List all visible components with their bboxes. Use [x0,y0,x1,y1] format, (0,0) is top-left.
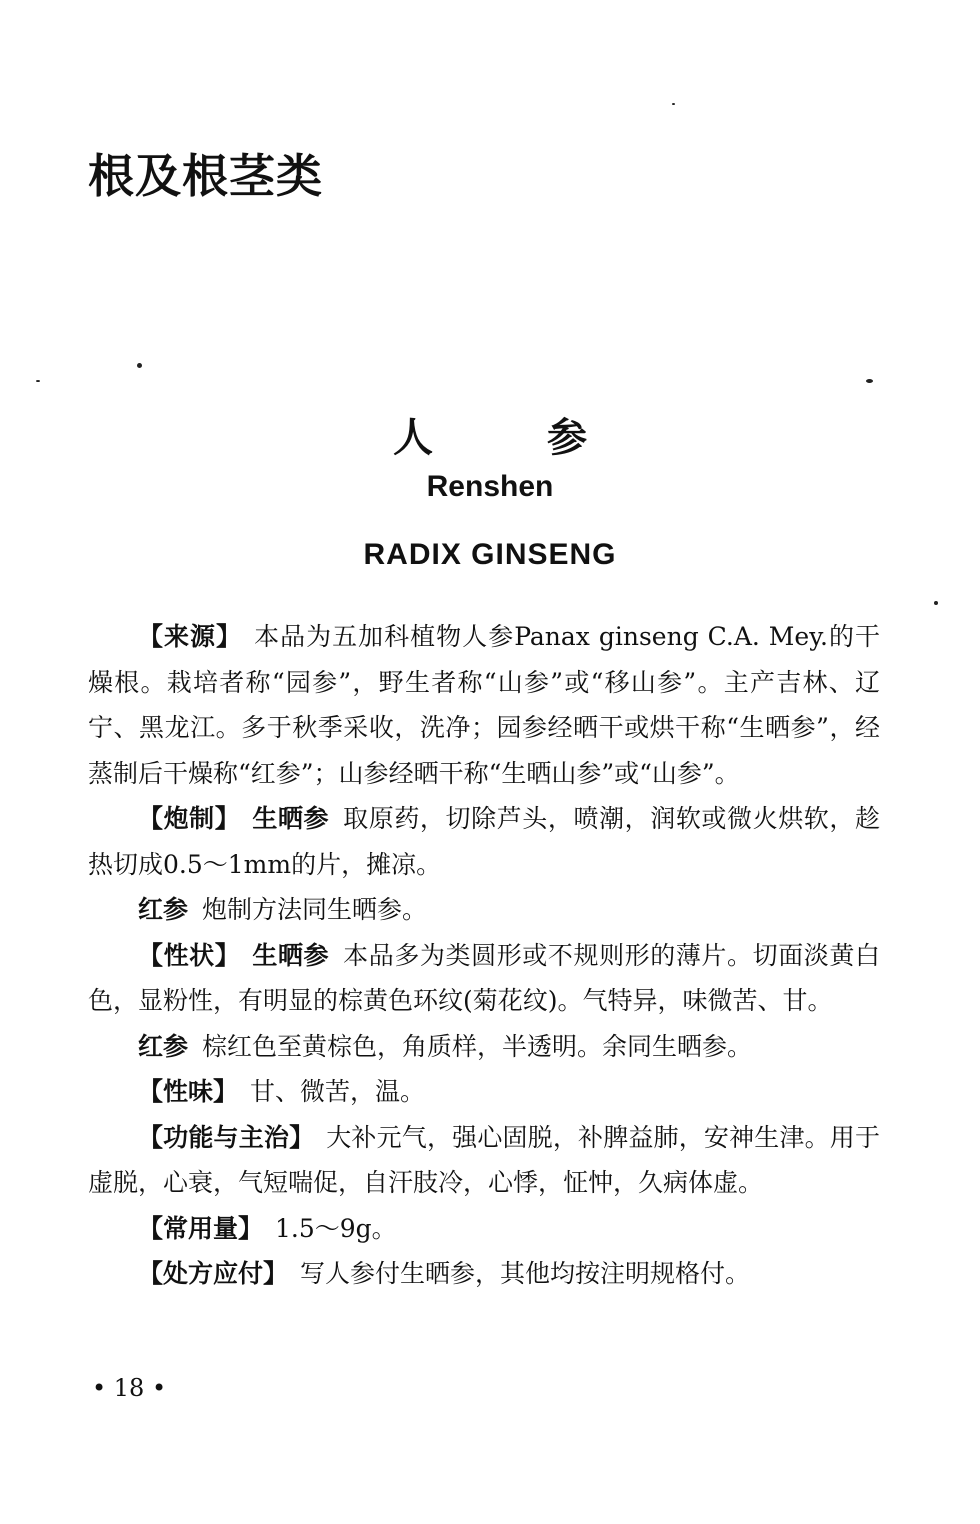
processing-paragraph [88,796,880,887]
herb-latin-name: RADIX GINSENG [363,538,617,571]
property-text: 甘、微苦，温。 [250,1077,426,1106]
herb-pinyin-name: Renshen [426,470,554,503]
description-sub-text: 棕红色至黄棕色，角质样，半透明。余同生晒参。 [202,1031,753,1061]
processing-sub-text: 炮制方法同生晒参。 [202,895,428,924]
description-text: 本品多为类圆形或不规则形的薄片。切面淡黄白色，显粉性，有明显的棕黄色环纹(菊花纹)。气特异，味微苦、甘。 [88,940,880,1015]
description-label: 【性状】 [138,940,241,970]
description-sub-paragraph [88,1024,880,1070]
source-paragraph [88,614,880,796]
source-label: 【来源】 [138,622,243,651]
property-label: 【性味】 [138,1077,239,1106]
scan-speck [36,380,40,382]
function-text: 大补元气，强心固脱，补脾益肺，安神生津。用于虚脱，心衰，气短喘促，自汗肢冷，心悸，怔忡，久病体虚。 [88,1122,880,1197]
function-label: 【功能与主治】 [138,1122,315,1152]
property-paragraph [88,1069,880,1115]
prescription-label: 【处方应付】 [138,1259,289,1288]
page-number: • 18 • [92,1374,167,1402]
dosage-label: 【常用量】 [138,1213,264,1243]
monograph-body [88,614,880,1297]
description-term: 生晒参 [252,940,330,970]
scan-speck [866,379,873,383]
section-title: 根及根茎类 [88,149,323,203]
function-paragraph [88,1115,880,1206]
processing-label: 【炮制】 [138,804,241,833]
processing-text: 取原药，切除芦头，喷潮，润软或微火烘软，趁热切成0.5～1mm的片，摊凉。 [88,804,880,879]
scan-speck [934,601,938,605]
dosage-paragraph [88,1206,880,1252]
herb-chinese-name: 人 参 [393,415,587,461]
description-paragraph [88,933,880,1024]
source-text: 本品为五加科植物人参Panax ginseng C.A. Mey.的干燥根。栽培者称“园参”，野生者称“山参”或“移山参”。主产吉林、辽宁、黑龙江。多于秋季采收，洗净；园参经晒干或烘干称“生晒参”，经蒸制后干燥称“红参”；山参经晒干称“生晒山参”或“山参”。 [88,622,880,788]
prescription-text: 写人参付生晒参，其他均按注明规格付。 [300,1259,751,1288]
dosage-text: 1.5～9g。 [275,1213,397,1243]
description-sub-term: 红参 [138,1031,189,1061]
processing-sub-paragraph [88,887,880,933]
prescription-paragraph [88,1251,880,1297]
scan-speck [672,103,675,105]
processing-term: 生晒参 [252,804,330,833]
scan-speck [137,363,142,368]
processing-sub-term: 红参 [138,895,189,924]
